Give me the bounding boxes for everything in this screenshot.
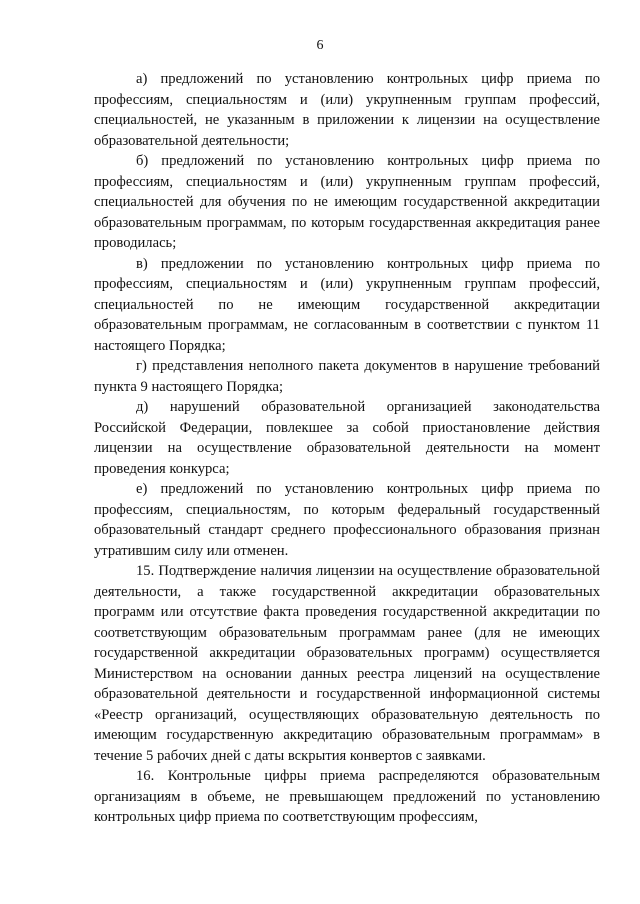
paragraph-d: д) нарушений образовательной организацией законодательства Российской Федерации, повлекшее за собой приостановление действия лицензии на осуществление образовательной деятельности на момент проведения конкурса; bbox=[94, 399, 600, 477]
paragraph-b: б) предложений по установлению контрольных цифр приема по профессиям, специальностям и (или) укрупненным группам профессий, специальностей для обучения по не имеющим государственной аккредитации образовательным программам, по которым государственная аккредитация ранее проводилась; bbox=[94, 153, 600, 251]
paragraph-a: а) предложений по установлению контрольных цифр приема по профессиям, специальностям и (или) укрупненным группам профессий, специальностей, не указанным в приложении к лицензии на осуществление образовательной деятельности; bbox=[94, 71, 600, 149]
document-body bbox=[94, 69, 600, 828]
paragraph-g: г) представления неполного пакета документов в нарушение требований пункта 9 настоящего Порядка; bbox=[94, 358, 600, 395]
page-number: 6 bbox=[316, 38, 324, 53]
paragraph-v: в) предложении по установлению контрольных цифр приема по профессиям, специальностям и (или) укрупненным группам профессий, специальностей по не имеющим государственной аккредитации образовательным программам, не согласованным в соответствии с пунктом 11 настоящего Порядка; bbox=[94, 255, 600, 354]
paragraph-e: е) предложений по установлению контрольных цифр приема по профессиям, специальностям, по которым федеральный государственный образовательный стандарт среднего профессионального образования признан утратившим силу или отменен. bbox=[94, 481, 600, 559]
paragraph-15: 15. Подтверждение наличия лицензии на осуществление образовательной деятельности, а также государственной аккредитации образовательных программ или отсутствие факта проведения государственной аккредитации по соответствующим образовательным программам ранее (для не имеющих государственной аккредитации образовательных программ) осуществляется Министерством на основании данных реестра лицензий на осуществление образовательной деятельности и государственной информационной системы «Реестр организаций, осуществляющих образовательную деятельность по имеющим государственную аккредитацию образовательным программам» в течение 5 рабочих дней с даты вскрытия конвертов с заявками. bbox=[94, 563, 600, 764]
paragraph-16: 16. Контрольные цифры приема распределяются образовательным организациям в объеме, не превышающем предложений по установлению контрольных цифр приема по соответствующим профессиям, bbox=[94, 768, 600, 825]
